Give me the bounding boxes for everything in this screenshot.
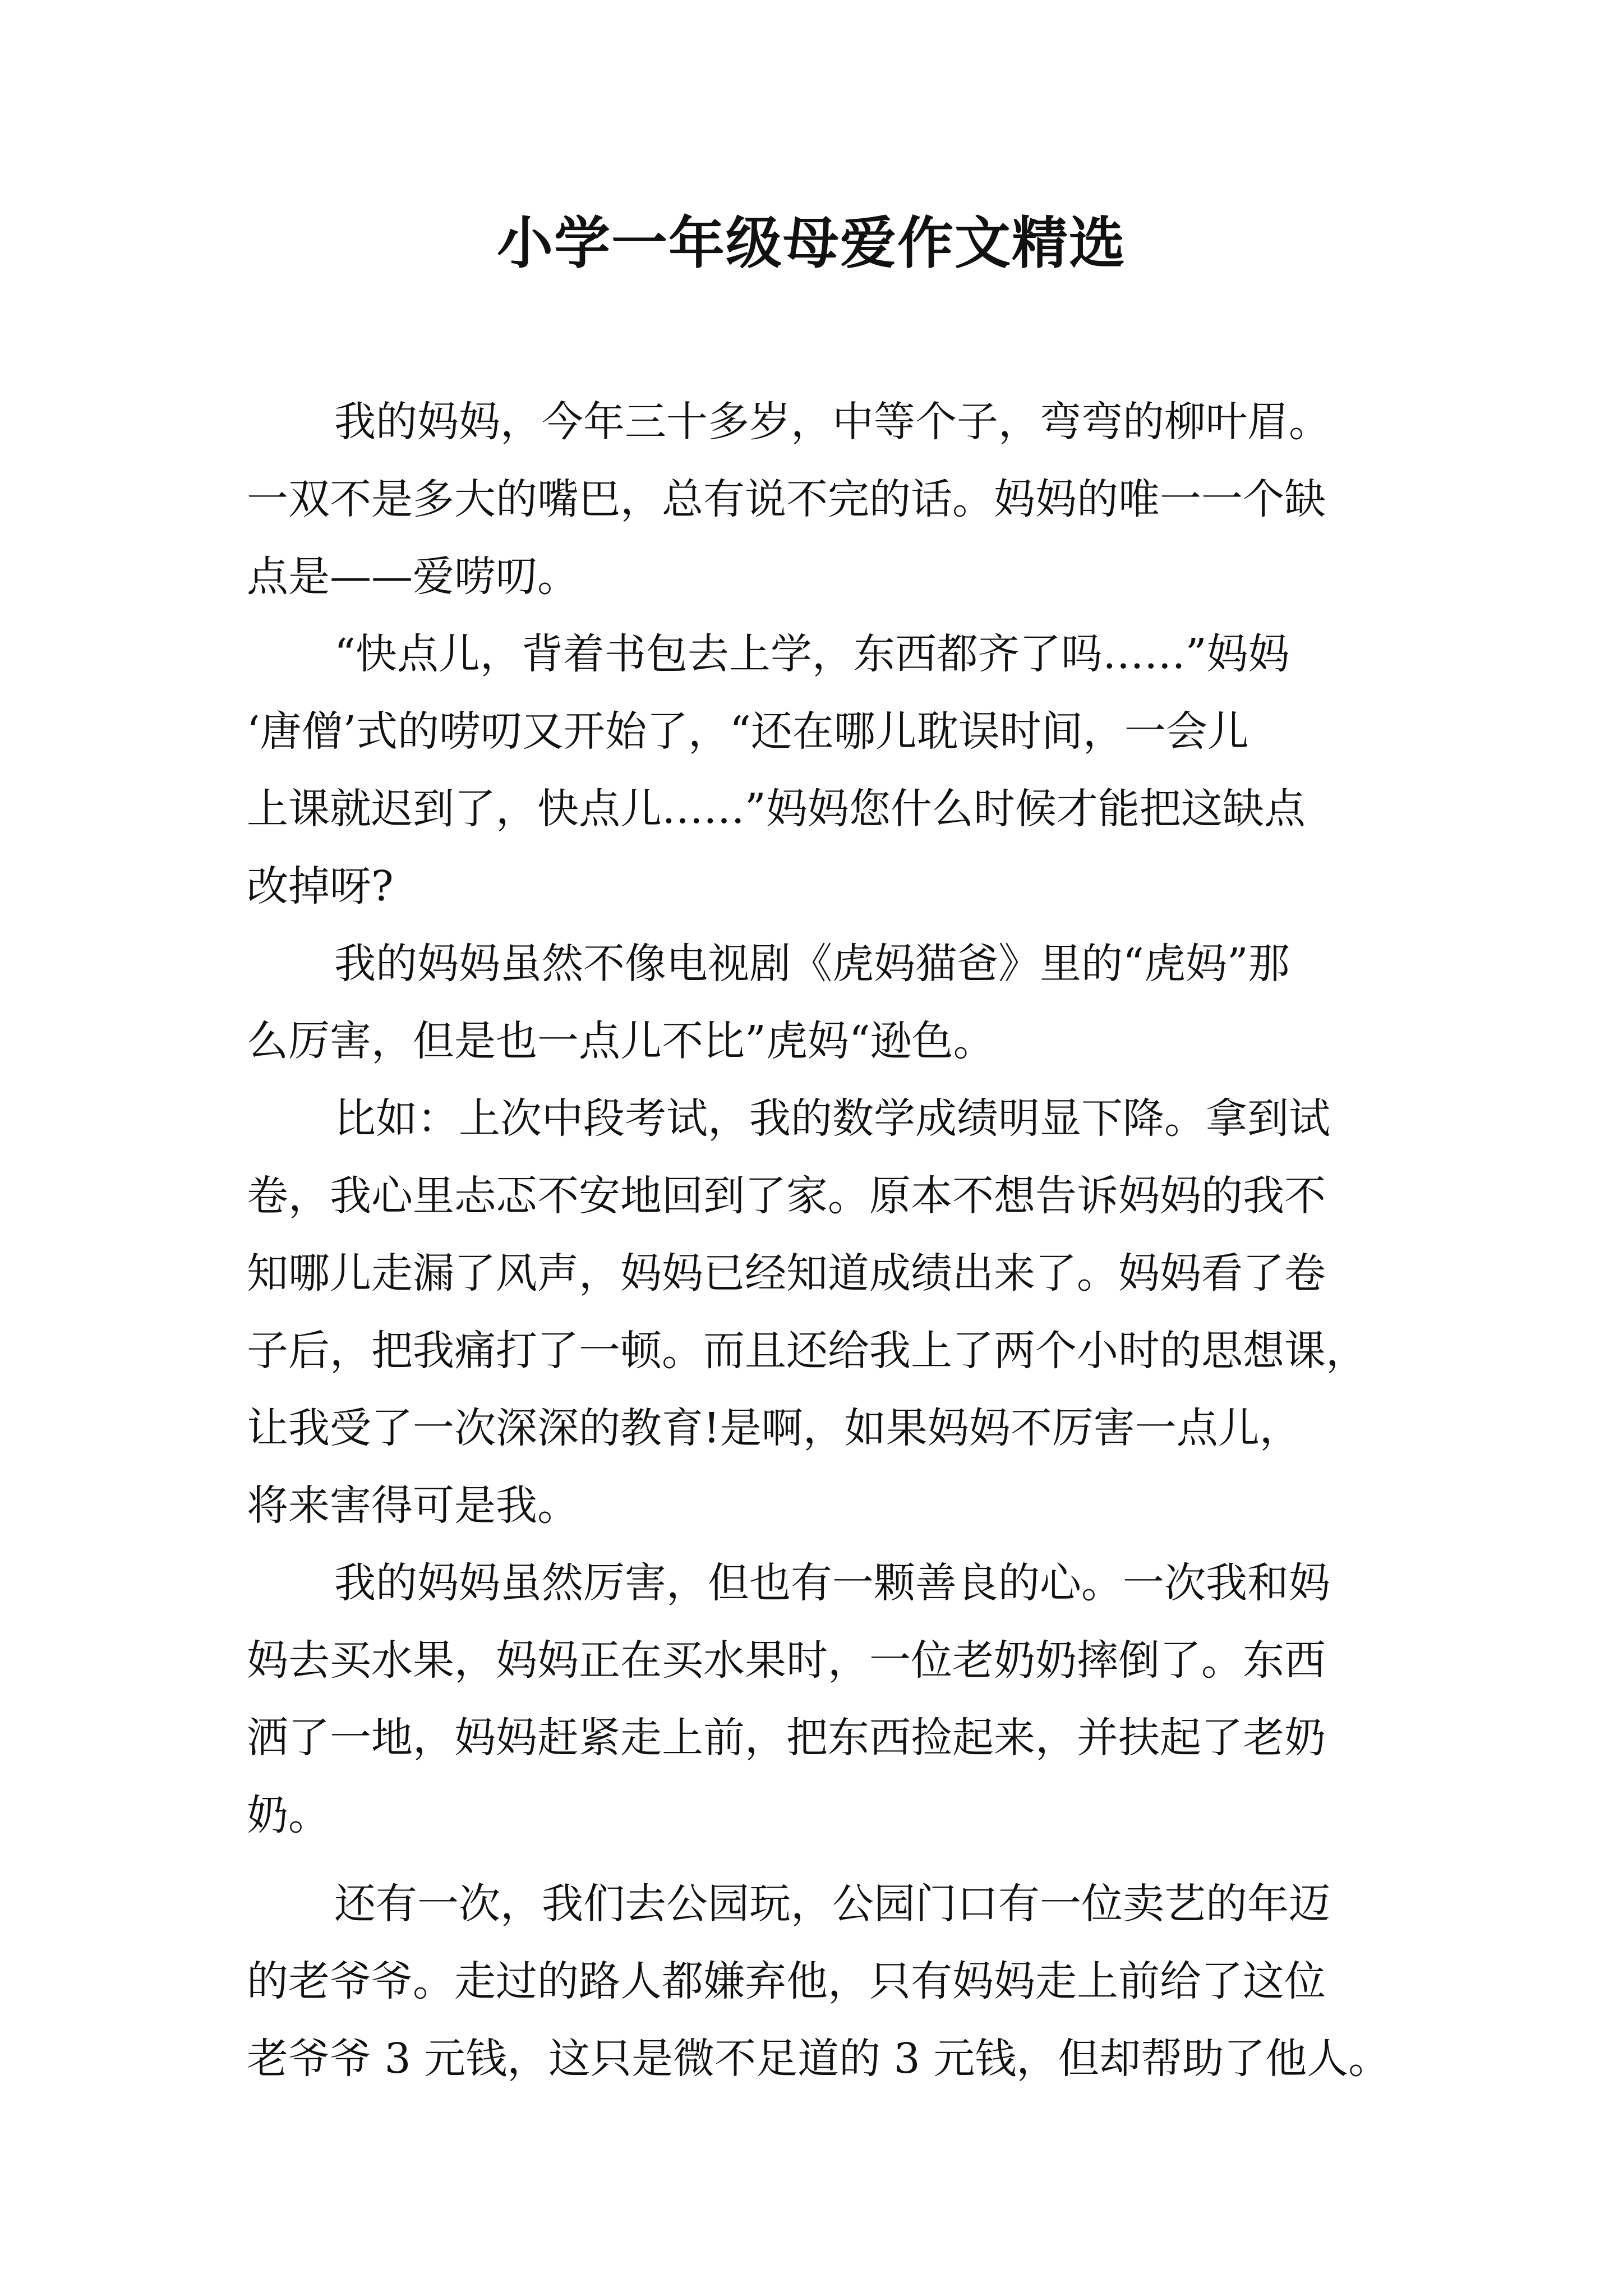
text-line: “快点儿，背着书包去上学，东西都齐了吗……”妈妈 (334, 630, 1290, 678)
text-line: 一双不是多大的嘴巴，总有说不完的话。妈妈的唯一一个缺 (247, 475, 1326, 523)
text-line: 的老爷爷。走过的路人都嫌弃他，只有妈妈走上前给了这位 (247, 1957, 1326, 2005)
text-line: 子后，把我痛打了一顿。而且还给我上了两个小时的思想课， (247, 1327, 1367, 1375)
text-line: 上课就迟到了，快点儿……”妈妈您什么时候才能把这缺点 (247, 785, 1306, 833)
text-line: 我的妈妈虽然不像电视剧《虎妈猫爸》里的“虎妈”那 (334, 940, 1290, 988)
text-line: 点是——爱唠叨。 (247, 553, 579, 601)
text-line: 将来害得可是我。 (247, 1481, 579, 1530)
text-line: 让我受了一次深深的教育!是啊，如果妈妈不厉害一点儿， (247, 1404, 1301, 1452)
text-line: 妈去买水果，妈妈正在买水果时，一位老奶奶摔倒了。东西 (247, 1636, 1326, 1685)
text-line: 洒了一地，妈妈赶紧走上前，把东西捡起来，并扶起了老奶 (247, 1714, 1326, 1762)
text-line: 知哪儿走漏了风声，妈妈已经知道成绩出来了。妈妈看了卷 (247, 1249, 1326, 1297)
text-line: 卷，我心里忐忑不安地回到了家。原本不想告诉妈妈的我不 (247, 1172, 1326, 1220)
text-line: 比如：上次中段考试，我的数学成绩明显下降。拿到试 (334, 1094, 1330, 1143)
text-line: ‘唐僧’式的唠叨又开始了，“还在哪儿耽误时间，一会儿 (247, 707, 1249, 756)
text-line: 我的妈妈虽然厉害，但也有一颗善良的心。一次我和妈 (334, 1559, 1330, 1607)
text-line: 我的妈妈，今年三十多岁，中等个子，弯弯的柳叶眉。 (334, 398, 1330, 446)
text-line: 么厉害，但是也一点儿不比”虎妈“逊色。 (247, 1017, 995, 1065)
text-line: 改掉呀? (247, 862, 394, 910)
text-line: 老爷爷 3 元钱，这只是微不足道的 3 元钱，但却帮助了他人。 (247, 2035, 1390, 2083)
text-line: 奶。 (247, 1791, 330, 1839)
document-title: 小学一年级母爱作文精选 (497, 210, 1126, 276)
text-line: 还有一次，我们去公园玩，公园门口有一位卖艺的年迈 (334, 1880, 1330, 1928)
